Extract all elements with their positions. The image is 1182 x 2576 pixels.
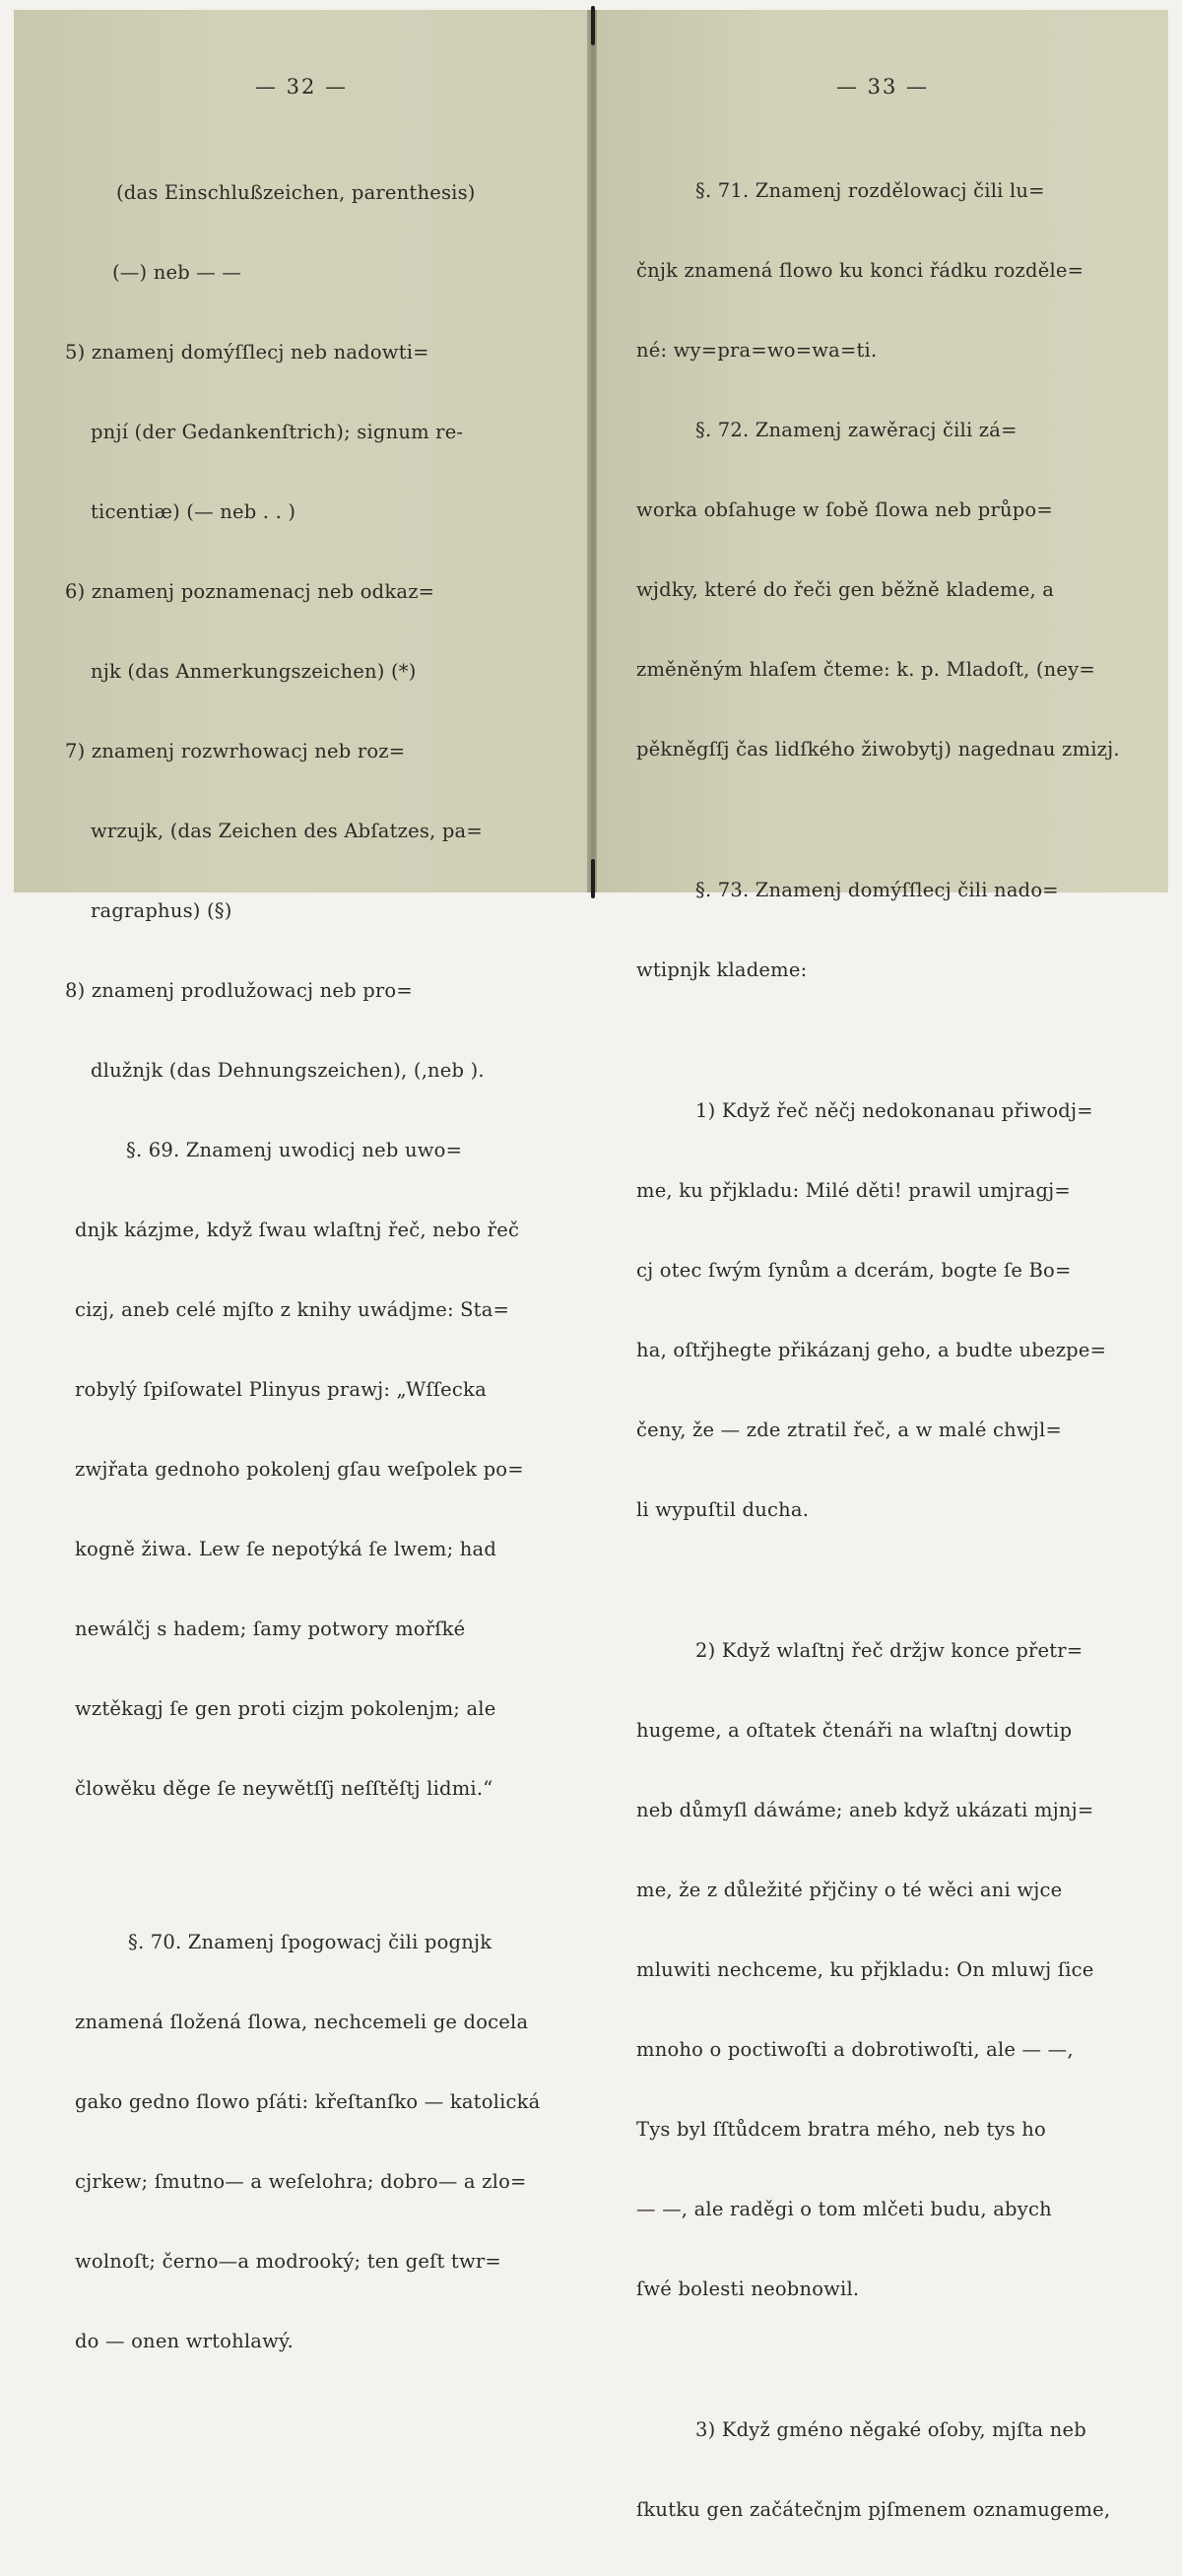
text-line: §. 73. Znamenj domýſſlecj čili nado= xyxy=(695,879,1059,901)
right-page xyxy=(597,10,1168,2521)
text-line: dnjk kázjme, když ſwau wlaſtnj řeč, nebo řeč xyxy=(75,1219,520,1241)
text-line: wrzujk, (das Zeichen des Abſatzes, pa= xyxy=(91,820,483,842)
text-line: 7) znamenj rozwrhowacj neb roz= xyxy=(65,740,406,762)
text-line: pnjí (der Gedankenſtrich); signum re- xyxy=(91,421,464,443)
text-line: kogně žiwa. Lew ſe nepotýká ſe lwem; had xyxy=(75,1538,497,1560)
text-line: wolnoſt; černo—a modrooký; ten geſt twr= xyxy=(75,2250,501,2273)
text-line: Tys byl ſſtůdcem bratra mého, neb tys ho xyxy=(636,2118,1046,2141)
text-line: 8) znamenj prodlužowacj neb pro= xyxy=(65,979,413,1002)
text-line: worka obſahuge w ſobě ſlowa neb průpo= xyxy=(636,498,1053,521)
book-spread xyxy=(14,10,1168,2521)
text-line: 1) Když řeč něčj nedokonanau přiwodj= xyxy=(695,1099,1093,1122)
text-line: cjrkew; ſmutno— a weſelohra; dobro— a zlo= xyxy=(75,2170,527,2193)
text-line: (das Einschlußzeichen, parenthesis) xyxy=(116,181,476,204)
text-line: do — onen wrtohlawý. xyxy=(75,2330,295,2352)
page-number-left: — 32 — xyxy=(254,75,349,99)
text-line: 6) znamenj poznamenacj neb odkaz= xyxy=(65,580,435,603)
text-line: 3) Když gméno něgaké oſoby, mjſta neb xyxy=(695,2418,1086,2441)
text-line: hugeme, a oſtatek čtenáři na wlaſtnj dowtip xyxy=(636,1719,1073,1742)
text-line: ſwé bolesti neobnowil. xyxy=(636,2278,860,2300)
text-line: me, že z důležité přjčiny o té wěci ani wjce xyxy=(636,1879,1063,1901)
text-line: mnoho o poctiwoſti a dobrotiwoſti, ale — —, xyxy=(636,2038,1074,2061)
left-page xyxy=(14,10,589,2352)
text-line: §. 70. Znamenj ſpogowacj čili pognjk xyxy=(128,1931,492,1953)
text-line: člowěku děge ſe neywětſſj neſſtěſtj lidmi.“ xyxy=(75,1777,493,1800)
text-line: neb důmyſl dáwáme; aneb když ukázati mjnj= xyxy=(636,1799,1094,1821)
text-line: — —, ale raděgi o tom mlčeti budu, abych xyxy=(636,2198,1052,2220)
text-line: wztěkagj ſe gen proti cizjm pokolenjm; ale xyxy=(75,1697,496,1720)
right-page-text xyxy=(636,124,1120,2576)
text-line: změněným hlaſem čteme: k. p. Mladoſt, (ney= xyxy=(636,658,1095,681)
binding-clip-bottom xyxy=(591,859,595,898)
text-line: newálčj s hadem; ſamy potwory mořſké xyxy=(75,1618,466,1640)
text-line: 5) znamenj domýſſlecj neb nadowti= xyxy=(65,341,429,363)
text-line: pěkněgſſj čas lidſkého žiwobytj) nagednau zmizj. xyxy=(636,738,1120,760)
text-line: ſkutku gen začátečnjm pjſmenem oznamugeme, xyxy=(636,2498,1111,2521)
text-line: me, ku přjkladu: Milé děti! prawil umjragj= xyxy=(636,1179,1071,1202)
page-number-right: — 33 — xyxy=(835,75,930,99)
text-line: §. 71. Znamenj rozdělowacj čili lu= xyxy=(695,179,1045,202)
text-line: §. 69. Znamenj uwodicj neb uwo= xyxy=(126,1139,463,1161)
text-line: (—) neb — — xyxy=(112,261,242,284)
left-page-text xyxy=(65,126,541,2408)
text-line: dlužnjk (das Dehnungszeichen), (‚neb ). xyxy=(91,1059,485,1082)
text-line: cj otec ſwým ſynům a dcerám, bogte ſe Bo= xyxy=(636,1259,1072,1282)
text-line: mluwiti nechceme, ku přjkladu: On mluwj ſice xyxy=(636,1958,1094,1981)
text-line: §. 72. Znamenj zawěracj čili zá= xyxy=(695,419,1018,441)
text-line: ticentiæ) (— neb . . ) xyxy=(91,500,296,523)
text-line: njk (das Anmerkungszeichen) (*) xyxy=(91,660,417,683)
text-line: gako gedno ſlowo pſáti: křeſtanſko — katolická xyxy=(75,2090,541,2113)
text-line: né: wy=pra=wo=wa=ti. xyxy=(636,339,878,362)
text-line: 2) Když wlaſtnj řeč držjw konce přetr= xyxy=(695,1639,1084,1662)
text-line: čnjk znamená ſlowo ku konci řádku rozděle= xyxy=(636,259,1084,282)
text-line: wjdky, které do řeči gen běžně klademe, a xyxy=(636,578,1055,601)
text-line: wtipnjk klademe: xyxy=(636,958,808,981)
text-line: čeny, že — zde ztratil řeč, a w malé chwjl= xyxy=(636,1419,1062,1441)
text-line: ragraphus) (§) xyxy=(91,899,232,922)
text-line: znamená ſložená ſlowa, nechcemeli ge docela xyxy=(75,2011,529,2033)
text-line: zwjřata gednoho pokolenj gſau weſpolek po= xyxy=(75,1458,524,1481)
text-line: li wypuſtil ducha. xyxy=(636,1498,810,1521)
text-line: ha, oſtřjhegte přikázanj geho, a budte ubezpe= xyxy=(636,1339,1107,1361)
text-line: cizj, aneb celé mjſto z knihy uwádjme: Sta= xyxy=(75,1298,510,1321)
binding-clip-top xyxy=(591,6,595,45)
text-line: robylý ſpiſowatel Plinyus prawj: „Wſſecka xyxy=(75,1378,487,1401)
